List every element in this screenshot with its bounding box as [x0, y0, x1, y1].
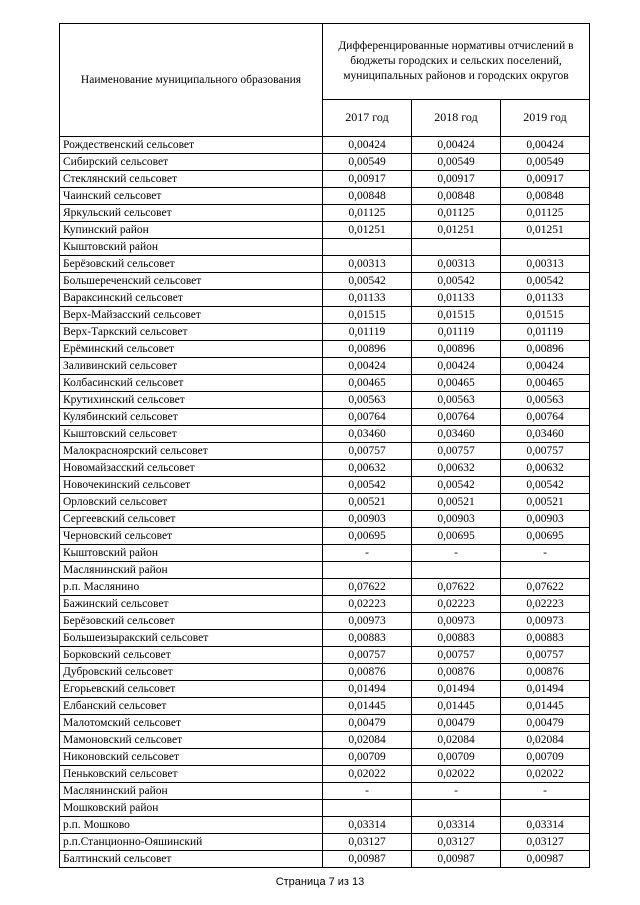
municipality-name: Кыштовский район: [60, 545, 323, 562]
municipality-name: Верх-Таркский сельсовет: [60, 324, 323, 341]
norm-value-2019: 0,00542: [501, 477, 590, 494]
norm-value-2019: 0,00632: [501, 460, 590, 477]
norm-value-2017: 0,07622: [323, 579, 412, 596]
municipality-name: Вараксинский сельсовет: [60, 290, 323, 307]
norm-value-2019: 0,01251: [501, 222, 590, 239]
norm-value-2018: 0,00973: [412, 613, 501, 630]
norm-value-2018: 0,00542: [412, 477, 501, 494]
norm-value-2017: 0,00313: [323, 256, 412, 273]
norm-value-2018: 0,00632: [412, 460, 501, 477]
norm-value-2017: 0,00896: [323, 341, 412, 358]
municipality-name: Елбанский сельсовет: [60, 698, 323, 715]
table-row: [60, 341, 590, 358]
norm-value-2018: 0,00424: [412, 137, 501, 154]
table-row: [60, 783, 590, 800]
table-row: [60, 171, 590, 188]
norm-value-2017: 0,00903: [323, 511, 412, 528]
norm-value-2017: 0,03460: [323, 426, 412, 443]
municipality-name: Балтинский сельсовет: [60, 851, 323, 868]
norm-value-2018: 0,02022: [412, 766, 501, 783]
norm-value-2018: -: [412, 545, 501, 562]
norm-value-2019: 0,00479: [501, 715, 590, 732]
norm-value-2019: 0,00848: [501, 188, 590, 205]
municipality-name: Бажинский сельсовет: [60, 596, 323, 613]
table-row: [60, 545, 590, 562]
norm-value-2017: 0,01494: [323, 681, 412, 698]
empty-cell: [412, 562, 501, 579]
norm-value-2019: 0,01125: [501, 205, 590, 222]
norm-value-2017: 0,00632: [323, 460, 412, 477]
norm-value-2018: 0,00903: [412, 511, 501, 528]
municipality-name: Сергеевский сельсовет: [60, 511, 323, 528]
table-row: [60, 290, 590, 307]
norm-value-2017: 0,00563: [323, 392, 412, 409]
norm-value-2018: 0,00563: [412, 392, 501, 409]
table-row: [60, 851, 590, 868]
norm-value-2017: 0,01515: [323, 307, 412, 324]
norm-value-2017: 0,00757: [323, 647, 412, 664]
norm-value-2017: 0,01133: [323, 290, 412, 307]
municipality-name: Пеньковский сельсовет: [60, 766, 323, 783]
header-norms-group: Дифференцированные нормативы отчислений в бюджеты городских и сельских поселений, муниципальных районов и городских округов: [323, 24, 590, 100]
norm-value-2019: 0,03127: [501, 834, 590, 851]
norm-value-2019: 0,00757: [501, 647, 590, 664]
norm-value-2018: 0,00465: [412, 375, 501, 392]
municipality-name: Ерёминский сельсовет: [60, 341, 323, 358]
norm-value-2017: 0,00876: [323, 664, 412, 681]
municipality-name: Большереченский сельсовет: [60, 273, 323, 290]
table-row: [60, 647, 590, 664]
municipality-name: Никоновский сельсовет: [60, 749, 323, 766]
norm-value-2019: 0,03314: [501, 817, 590, 834]
empty-cell: [323, 562, 412, 579]
table-row: [60, 715, 590, 732]
empty-cell: [501, 562, 590, 579]
norm-value-2019: 0,01133: [501, 290, 590, 307]
empty-cell: [501, 239, 590, 256]
table-row: [60, 494, 590, 511]
municipality-name: р.п. Маслянино: [60, 579, 323, 596]
table-row: [60, 511, 590, 528]
norm-value-2019: 0,01515: [501, 307, 590, 324]
municipality-name: Стеклянский сельсовет: [60, 171, 323, 188]
norm-value-2017: 0,00973: [323, 613, 412, 630]
norm-value-2017: 0,00542: [323, 273, 412, 290]
norm-value-2017: 0,02084: [323, 732, 412, 749]
municipality-name: Яркульский сельсовет: [60, 205, 323, 222]
municipality-name: Орловский сельсовет: [60, 494, 323, 511]
municipality-name: Колбасинский сельсовет: [60, 375, 323, 392]
norm-value-2017: 0,00709: [323, 749, 412, 766]
municipality-name: Маслянинский район: [60, 783, 323, 800]
norm-value-2018: 0,02223: [412, 596, 501, 613]
empty-cell: [323, 800, 412, 817]
norm-value-2018: 0,01125: [412, 205, 501, 222]
norm-value-2018: 0,00542: [412, 273, 501, 290]
municipality-name: Новочекинский сельсовет: [60, 477, 323, 494]
norm-value-2018: 0,00549: [412, 154, 501, 171]
norm-value-2019: -: [501, 545, 590, 562]
empty-cell: [501, 800, 590, 817]
table-row: [60, 392, 590, 409]
table-row: [60, 205, 590, 222]
norm-value-2017: 0,00424: [323, 358, 412, 375]
norm-value-2017: 0,00542: [323, 477, 412, 494]
norm-value-2018: -: [412, 783, 501, 800]
norm-value-2017: 0,00424: [323, 137, 412, 154]
norm-value-2018: 0,00764: [412, 409, 501, 426]
municipality-name: Большеизыракский сельсовет: [60, 630, 323, 647]
municipality-name: р.п. Мошково: [60, 817, 323, 834]
table-row: [60, 358, 590, 375]
municipality-name: Берёзовский сельсовет: [60, 256, 323, 273]
table-row: [60, 681, 590, 698]
norm-value-2017: 0,03314: [323, 817, 412, 834]
norm-value-2019: 0,02084: [501, 732, 590, 749]
norm-value-2017: 0,00465: [323, 375, 412, 392]
norm-value-2018: 0,00987: [412, 851, 501, 868]
norm-value-2018: 0,03460: [412, 426, 501, 443]
norm-value-2018: 0,01119: [412, 324, 501, 341]
header-year-2018: 2018 год: [412, 99, 501, 136]
norm-value-2019: 0,02223: [501, 596, 590, 613]
table-row: [60, 528, 590, 545]
empty-cell: [323, 239, 412, 256]
table-row: [60, 188, 590, 205]
table-row: [60, 817, 590, 834]
norm-value-2017: 0,00479: [323, 715, 412, 732]
norm-value-2019: 0,00695: [501, 528, 590, 545]
header-year-2019: 2019 год: [501, 99, 590, 136]
norm-value-2018: 0,00757: [412, 647, 501, 664]
norm-value-2019: 0,00424: [501, 137, 590, 154]
table-row: [60, 460, 590, 477]
municipality-name: Купинский район: [60, 222, 323, 239]
norm-value-2018: 0,00883: [412, 630, 501, 647]
table-row: [60, 137, 590, 154]
norm-value-2019: 0,00313: [501, 256, 590, 273]
empty-cell: [412, 239, 501, 256]
section-title: Маслянинский район: [60, 562, 323, 579]
municipality-name: Сибирский сельсовет: [60, 154, 323, 171]
table-row: [60, 307, 590, 324]
norm-value-2017: 0,03127: [323, 834, 412, 851]
table-row: [60, 613, 590, 630]
norm-value-2017: 0,00757: [323, 443, 412, 460]
norm-value-2018: 0,01251: [412, 222, 501, 239]
table-row: [60, 324, 590, 341]
page-number: Страница 7 из 13: [275, 876, 365, 888]
norm-value-2019: 0,00764: [501, 409, 590, 426]
norm-value-2018: 0,03314: [412, 817, 501, 834]
norm-value-2019: 0,01119: [501, 324, 590, 341]
norm-value-2019: 0,00917: [501, 171, 590, 188]
norm-value-2017: -: [323, 783, 412, 800]
municipality-name: Борковский сельсовет: [60, 647, 323, 664]
norm-value-2018: 0,01445: [412, 698, 501, 715]
norm-value-2018: 0,00479: [412, 715, 501, 732]
municipality-name: Малокрасноярский сельсовет: [60, 443, 323, 460]
norm-value-2017: 0,00695: [323, 528, 412, 545]
section-row: [60, 239, 590, 256]
norm-value-2017: 0,01119: [323, 324, 412, 341]
municipality-name: Малотомский сельсовет: [60, 715, 323, 732]
norm-value-2018: 0,00709: [412, 749, 501, 766]
table-row: [60, 443, 590, 460]
table-row: [60, 375, 590, 392]
municipality-name: Заливинский сельсовет: [60, 358, 323, 375]
table-row: [60, 749, 590, 766]
norm-value-2018: 0,00757: [412, 443, 501, 460]
norm-value-2017: 0,00917: [323, 171, 412, 188]
norm-value-2019: 0,00521: [501, 494, 590, 511]
section-row: [60, 800, 590, 817]
norm-value-2018: 0,01515: [412, 307, 501, 324]
municipality-name: Кыштовский сельсовет: [60, 426, 323, 443]
table-body: [60, 137, 590, 868]
norm-value-2019: 0,00757: [501, 443, 590, 460]
table-row: [60, 630, 590, 647]
municipality-name: Егорьевский сельсовет: [60, 681, 323, 698]
norm-value-2019: 0,00903: [501, 511, 590, 528]
table-row: [60, 256, 590, 273]
norm-value-2017: -: [323, 545, 412, 562]
municipality-name: Дубровский сельсовет: [60, 664, 323, 681]
norm-value-2019: 0,00465: [501, 375, 590, 392]
municipality-name: Черновский сельсовет: [60, 528, 323, 545]
norm-value-2018: 0,01494: [412, 681, 501, 698]
table-row: [60, 409, 590, 426]
norm-value-2019: 0,00876: [501, 664, 590, 681]
table-row: [60, 596, 590, 613]
table-row: [60, 698, 590, 715]
norm-value-2017: 0,01125: [323, 205, 412, 222]
norm-value-2018: 0,01133: [412, 290, 501, 307]
norm-value-2018: 0,00896: [412, 341, 501, 358]
table-row: [60, 579, 590, 596]
norm-value-2019: -: [501, 783, 590, 800]
norm-value-2017: 0,00883: [323, 630, 412, 647]
norm-value-2019: 0,00987: [501, 851, 590, 868]
municipality-name: Чаинский сельсовет: [60, 188, 323, 205]
norm-value-2019: 0,00549: [501, 154, 590, 171]
norm-value-2018: 0,00876: [412, 664, 501, 681]
norm-value-2019: 0,01445: [501, 698, 590, 715]
norm-value-2019: 0,07622: [501, 579, 590, 596]
municipality-name: Новомайзасский сельсовет: [60, 460, 323, 477]
table-row: [60, 154, 590, 171]
table-row: [60, 222, 590, 239]
section-row: [60, 562, 590, 579]
norm-value-2018: 0,00521: [412, 494, 501, 511]
norm-value-2019: 0,00542: [501, 273, 590, 290]
norm-value-2019: 0,01494: [501, 681, 590, 698]
header-year-2017: 2017 год: [323, 99, 412, 136]
norm-value-2019: 0,00973: [501, 613, 590, 630]
norm-value-2018: 0,00313: [412, 256, 501, 273]
norm-value-2018: 0,00424: [412, 358, 501, 375]
empty-cell: [412, 800, 501, 817]
norm-value-2019: 0,00896: [501, 341, 590, 358]
norm-value-2017: 0,00549: [323, 154, 412, 171]
norm-value-2019: 0,00883: [501, 630, 590, 647]
table-row: [60, 664, 590, 681]
norm-value-2017: 0,01251: [323, 222, 412, 239]
municipality-name: Крутихинский сельсовет: [60, 392, 323, 409]
norm-value-2017: 0,00848: [323, 188, 412, 205]
table-row: [60, 273, 590, 290]
table-row: [60, 766, 590, 783]
table-row: [60, 834, 590, 851]
norm-value-2019: 0,00424: [501, 358, 590, 375]
norm-value-2017: 0,00764: [323, 409, 412, 426]
norm-value-2019: 0,02022: [501, 766, 590, 783]
table-row: [60, 426, 590, 443]
norm-value-2017: 0,02223: [323, 596, 412, 613]
norm-value-2018: 0,07622: [412, 579, 501, 596]
header-municipality-name: Наименование муниципального образования: [60, 24, 323, 137]
norm-value-2017: 0,01445: [323, 698, 412, 715]
norm-value-2019: 0,00709: [501, 749, 590, 766]
norm-value-2017: 0,02022: [323, 766, 412, 783]
municipality-name: Берёзовский сельсовет: [60, 613, 323, 630]
section-title: Кыштовский район: [60, 239, 323, 256]
norm-value-2017: 0,00521: [323, 494, 412, 511]
norm-value-2018: 0,00917: [412, 171, 501, 188]
municipality-name: р.п.Станционно-Ояшинский: [60, 834, 323, 851]
norm-value-2018: 0,03127: [412, 834, 501, 851]
norm-value-2019: 0,03460: [501, 426, 590, 443]
municipality-name: Верх-Майзасский сельсовет: [60, 307, 323, 324]
norm-value-2018: 0,00848: [412, 188, 501, 205]
municipality-name: Мамоновский сельсовет: [60, 732, 323, 749]
municipality-name: Рождественский сельсовет: [60, 137, 323, 154]
norms-table: [59, 23, 590, 868]
table-row: [60, 732, 590, 749]
table-row: [60, 477, 590, 494]
norm-value-2018: 0,00695: [412, 528, 501, 545]
section-title: Мошковский район: [60, 800, 323, 817]
norm-value-2019: 0,00563: [501, 392, 590, 409]
municipality-name: Кулябинский сельсовет: [60, 409, 323, 426]
norm-value-2018: 0,02084: [412, 732, 501, 749]
norm-value-2017: 0,00987: [323, 851, 412, 868]
